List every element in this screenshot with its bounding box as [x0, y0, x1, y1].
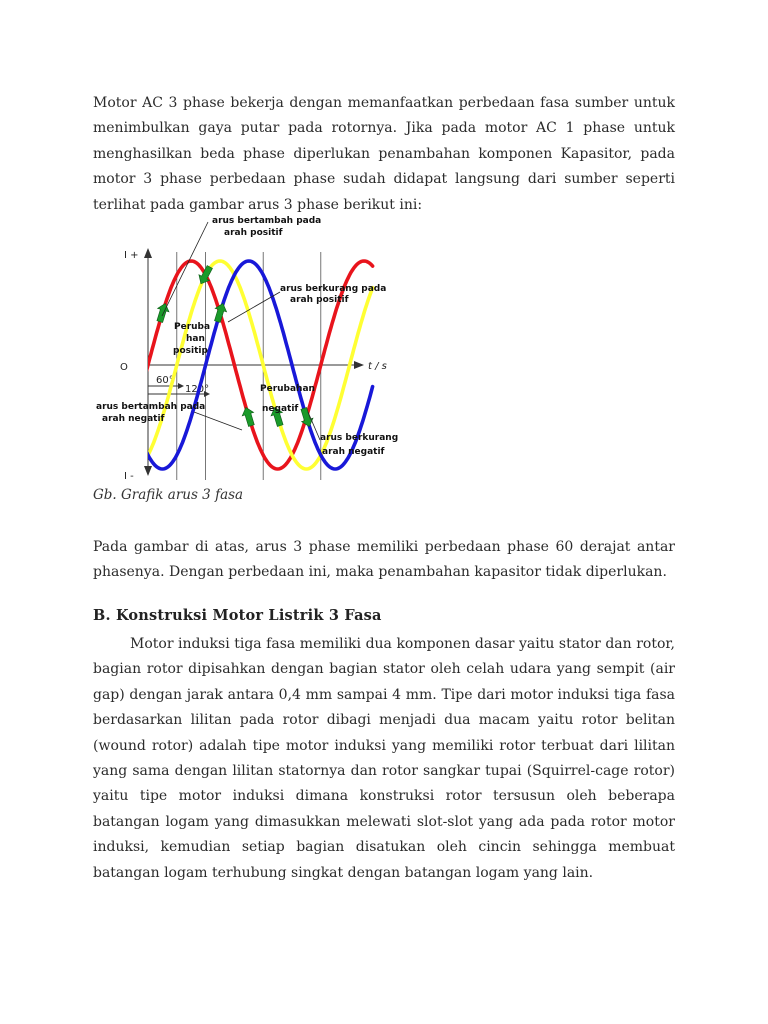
annotation-fall-negative-line1: arus berkurang	[320, 433, 399, 443]
annotation-change-positive-line2: han	[186, 334, 205, 344]
marker-blue-rising-shape	[212, 302, 229, 324]
intro-paragraph: Motor AC 3 phase bekerja dengan memanfaatkan perbedaan fasa sumber untuk menimbulkan gaya putar pada rotornya. Jika pada motor AC 1 phase untuk menghasilkan beda phase diperlukan penambahan komponen Kapasitor, pada motor 3 phase perbedaan phase sudah didapat langsung dari sumber seperti terlihat pada gambar arus 3 phase berikut ini:	[93, 95, 675, 213]
y-axis-arrow-down	[144, 466, 152, 476]
marker-blue-falling-shape	[298, 407, 315, 429]
leader-rise-negative	[194, 412, 242, 430]
leader-fall-positive	[228, 292, 280, 322]
annotation-change-negative-line2: negatif	[262, 404, 299, 414]
three-phase-current-chart	[90, 212, 410, 487]
construction-paragraph: Motor induksi tiga fasa memiliki dua komponen dasar yaitu stator dan rotor, bagian rotor dipisahkan dengan bagian stator oleh celah udara yang sempit (air gap) dengan jarak antara 0,4 mm sampai 4 mm. Tipe dari motor induksi tiga fasa berdasarkan lilitan pada rotor dibagi menjadi dua macam yaitu rotor belitan (wound rotor) adalah tipe motor induksi yang memiliki rotor terbuat dari lilitan yang sama dengan lilitan statornya dan rotor sangkar tupai (Squirrel-cage rotor) yaitu tipe motor induksi dimana konstruksi rotor tersusun oleh beberapa batangan logam yang dimasukkan melewati slot-slot yang ada pada rotor motor induksi, kemudian setiap bagian disatukan oleh cincin sehingga membuat batangan logam terhubung singkat dengan batangan logam yang lain.	[93, 636, 675, 881]
marker-red-rising	[154, 302, 171, 324]
section-heading: B. Konstruksi Motor Listrik 3 Fasa	[93, 607, 382, 624]
y-axis-top-label: I +	[124, 250, 139, 261]
annotation-rise-positive-line2: arah positif	[224, 228, 283, 238]
y-axis-arrow-up	[144, 248, 152, 258]
y-axis-bottom-label: I -	[124, 471, 134, 482]
angle-60-label: 60°	[156, 375, 174, 386]
annotation-fall-positive-line2: arah positif	[290, 295, 349, 305]
marker-red-falling	[240, 406, 257, 428]
phase-difference-paragraph: Pada gambar di atas, arus 3 phase memiliki perbedaan phase 60 derajat antar phasenya. Dengan perbedaan ini, maka penambahan kapasitor tidak diperlukan.	[93, 539, 675, 581]
marker-red-rising-shape	[154, 302, 171, 324]
annotation-change-negative-line1: Perubahan	[260, 384, 315, 394]
marker-blue-falling	[298, 407, 315, 429]
annotation-fall-positive-line1: arus berkurang pada	[280, 284, 387, 294]
annotation-change-positive-line3: positip	[173, 346, 208, 356]
annotation-rise-negative-line2: arah negatif	[102, 414, 165, 424]
annotation-fall-negative-line2: arah negatif	[322, 447, 385, 457]
marker-red-falling-shape	[240, 406, 257, 428]
angle-120-label: 120°	[185, 384, 210, 395]
annotation-rise-negative-line1: arus bertambah pada	[96, 402, 206, 412]
x-axis-label: t / s	[368, 361, 387, 372]
figure-caption: Gb. Grafik arus 3 fasa	[93, 487, 244, 503]
annotation-rise-positive-line1: arus bertambah pada	[212, 216, 322, 226]
x-axis-arrow	[354, 361, 364, 369]
origin-label: O	[120, 362, 128, 373]
marker-blue-rising	[212, 302, 229, 324]
annotation-change-positive-line1: Peruba	[174, 322, 211, 332]
angle-60-arrowhead	[178, 383, 184, 389]
